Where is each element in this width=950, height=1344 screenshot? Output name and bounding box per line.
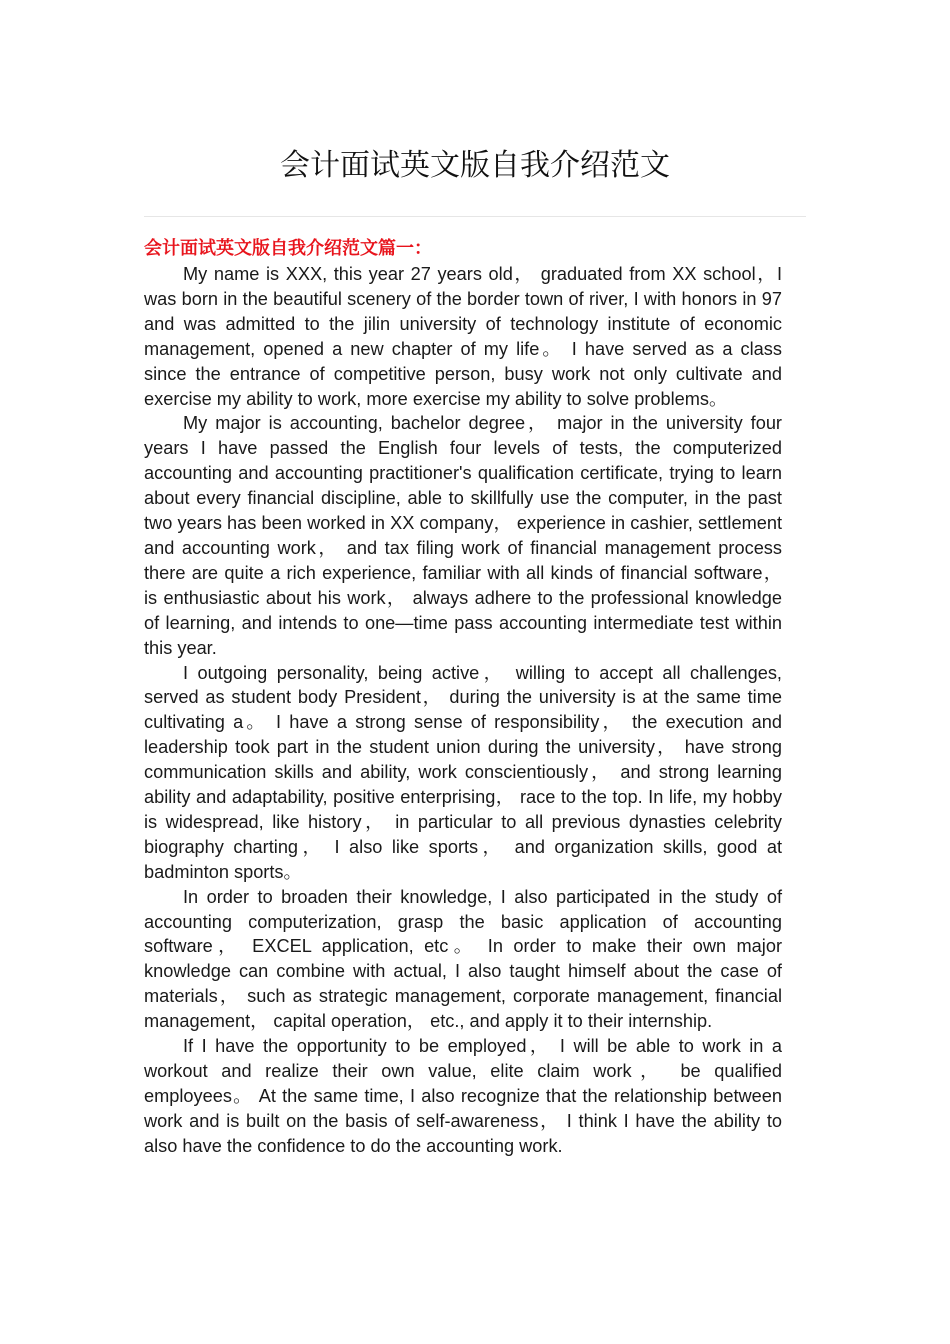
document-body: [144, 236, 782, 1159]
document-title: 会计面试英文版自我介绍范文: [280, 148, 670, 183]
section-heading: 会计面试英文版自我介绍范文篇一：: [144, 238, 432, 259]
title-divider: [144, 216, 806, 217]
paragraph: I outgoing personality, being active， willing to accept all challenges, served as student body President， during the university is at the same time cultivating a。 I have a strong sense of responsibility， the execution and leadership took part in the student union during the university， have strong communication skills and ability, work conscientiously， and strong learning ability and adaptability, positive enterprising， race to the top. In life, my hobby is widespread, like history， in particular to all previous dynasties celebrity biography charting， I also like sports， and organization skills, good at badminton sports。: [144, 662, 782, 882]
paragraph: If I have the opportunity to be employed， I will be able to work in a workout and realize their own value, elite claim work， be qualified employees。 At the same time, I also recognize that the relationship between work and is built on the basis of self-awareness， I think I have the ability to also have the confidence to do the accounting work.: [144, 1036, 782, 1156]
paragraph: My name is XXX, this year 27 years old， graduated from XX school，I was born in the beautiful scenery of the border town of river, I with honors in 97 and was admitted to the jilin university of technology institute of economic management, opened a new chapter of my life。 I have served as a class since the entrance of competitive person, busy work not only cultivate and exercise my ability to work, more exercise my ability to solve problems。: [144, 264, 782, 409]
paragraph: My major is accounting, bachelor degree， major in the university four years I have passed the English four levels of tests, the computerized accounting and accounting practitioner's qualification certificate, trying to learn about every financial discipline, able to skillfully use the computer, in the past two years has been worked in XX company， experience in cashier, settlement and accounting work， and tax filing work of financial management process there are quite a rich experience, familiar with all kinds of financial software， is enthusiastic about his work， always adhere to the professional knowledge of learning, and intends to one—time pass accounting intermediate test within this year.: [144, 413, 782, 658]
paragraph: In order to broaden their knowledge, I also participated in the study of accounting computerization, grasp the basic application of accounting software， EXCEL application, etc。 In order to make their own major knowledge can combine with actual, I also taught himself about the case of materials， such as strategic management, corporate management, financial management， capital operation， etc., and apply it to their internship.: [144, 886, 782, 1032]
